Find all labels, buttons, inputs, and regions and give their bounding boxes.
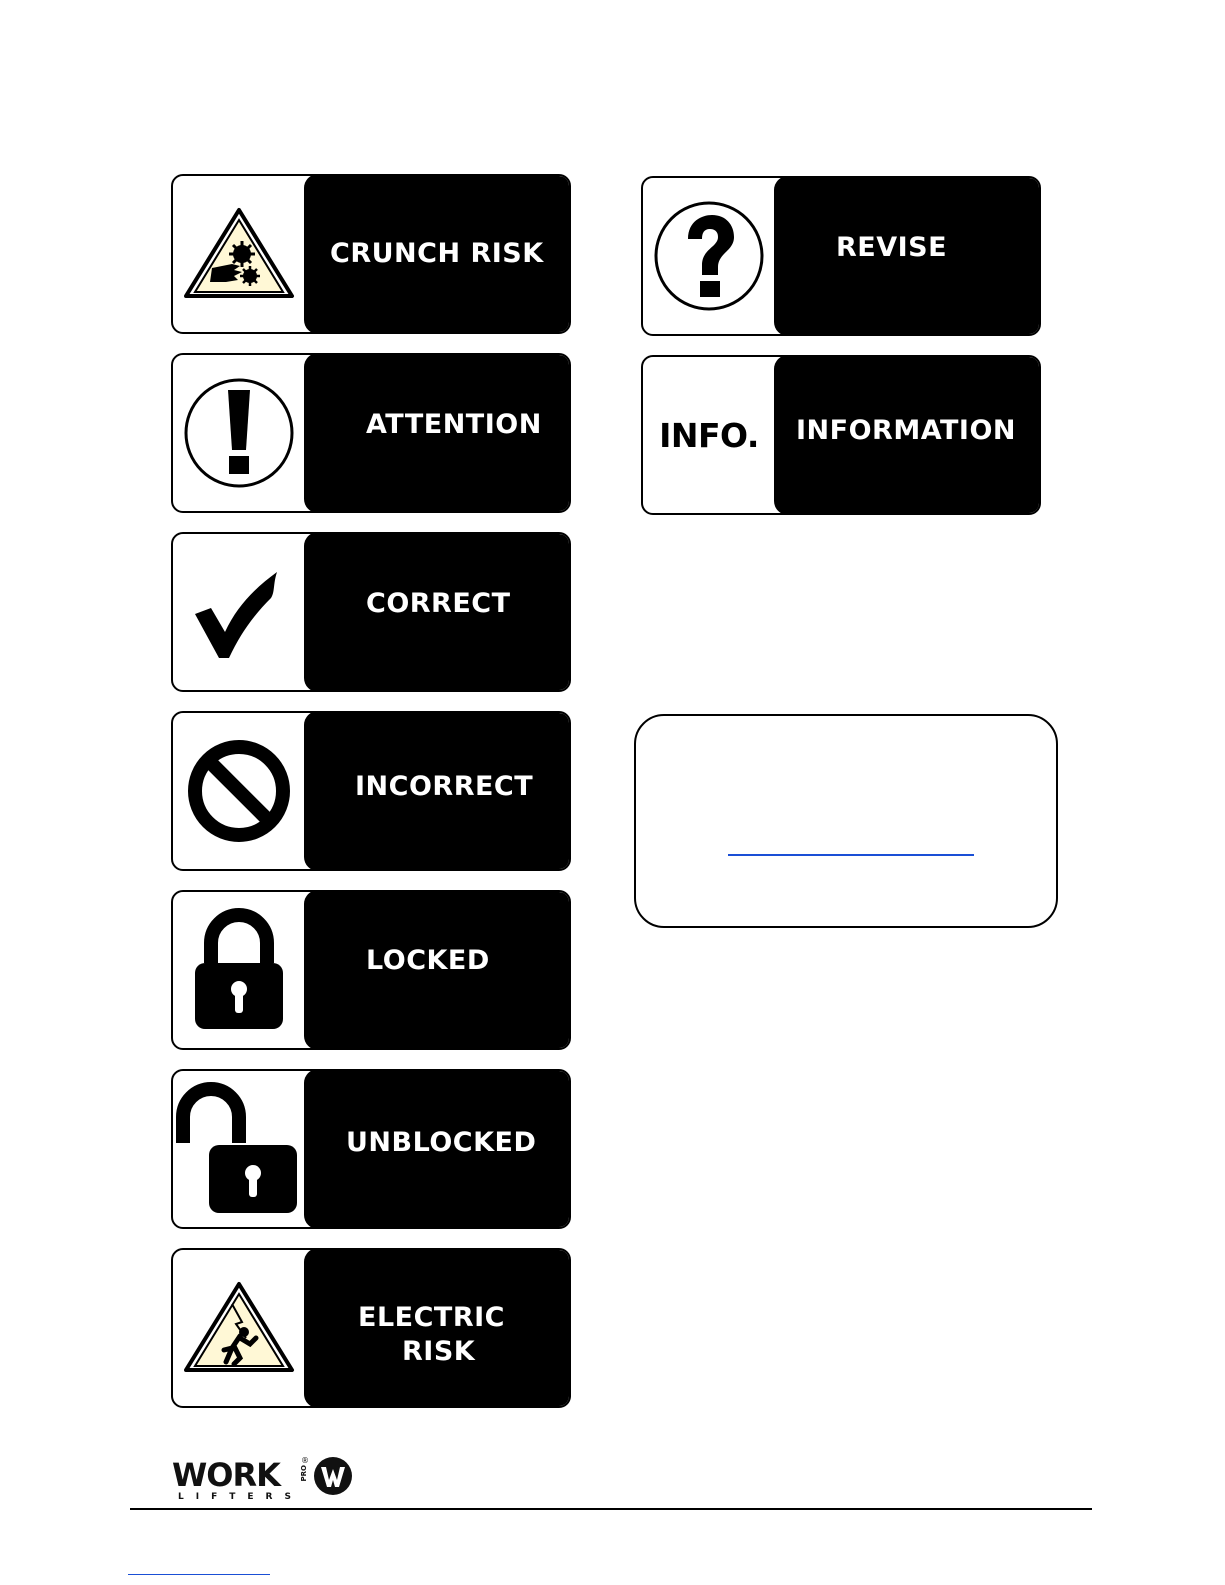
- contact-link[interactable]: [728, 854, 974, 856]
- logo-sub: LIFTERS: [178, 1492, 303, 1502]
- sign-label: UNBLOCKED: [346, 1127, 537, 1158]
- sign-crunch-risk: [171, 174, 571, 334]
- info-icon: [643, 357, 775, 513]
- sign-label: INCORRECT: [355, 771, 534, 802]
- sign-label: CRUNCH RISK: [330, 238, 544, 269]
- sign-correct: [171, 532, 571, 692]
- sign-incorrect: [171, 711, 571, 871]
- label-panel: [304, 174, 571, 334]
- sign-electric-risk: [171, 1248, 571, 1408]
- padlock-closed-icon: [173, 892, 305, 1048]
- bottom-link[interactable]: [128, 1574, 270, 1575]
- contact-box: [634, 714, 1058, 928]
- exclamation-icon: [173, 355, 305, 511]
- sign-attention: [171, 353, 571, 513]
- sign-locked: [171, 890, 571, 1050]
- sign-label: CORRECT: [366, 588, 511, 619]
- sign-unblocked: [171, 1069, 571, 1229]
- label-panel: [304, 1248, 571, 1408]
- sign-label: INFORMATION: [796, 415, 1017, 446]
- label-panel: [304, 890, 571, 1050]
- worklifters-logo: [170, 1456, 360, 1506]
- sign-information: [641, 355, 1041, 515]
- padlock-open-icon: [173, 1071, 305, 1227]
- logo-w-icon: [313, 1456, 353, 1496]
- label-panel: [304, 532, 571, 692]
- label-panel: [774, 176, 1041, 336]
- info-icon-text: INFO.: [659, 415, 759, 455]
- sign-revise: [641, 176, 1041, 336]
- electric-risk-icon: [173, 1250, 305, 1406]
- question-mark-icon: [643, 178, 775, 334]
- crunch-risk-icon: [173, 176, 305, 332]
- sign-label: ATTENTION: [366, 409, 542, 440]
- logo-pro: PRO: [300, 1465, 308, 1482]
- checkmark-icon: [173, 534, 305, 690]
- label-panel: [304, 1069, 571, 1229]
- sign-label-line1: ELECTRIC: [358, 1302, 505, 1333]
- sign-label: REVISE: [836, 232, 948, 263]
- label-panel: [304, 353, 571, 513]
- logo-word: WORK: [172, 1456, 280, 1494]
- sign-label-line2: RISK: [402, 1336, 476, 1367]
- footer-rule: [130, 1508, 1092, 1510]
- label-panel: [304, 711, 571, 871]
- prohibited-icon: [173, 713, 305, 869]
- logo-registered: ®: [301, 1456, 309, 1465]
- label-panel: [774, 355, 1041, 515]
- sign-label: LOCKED: [366, 945, 490, 976]
